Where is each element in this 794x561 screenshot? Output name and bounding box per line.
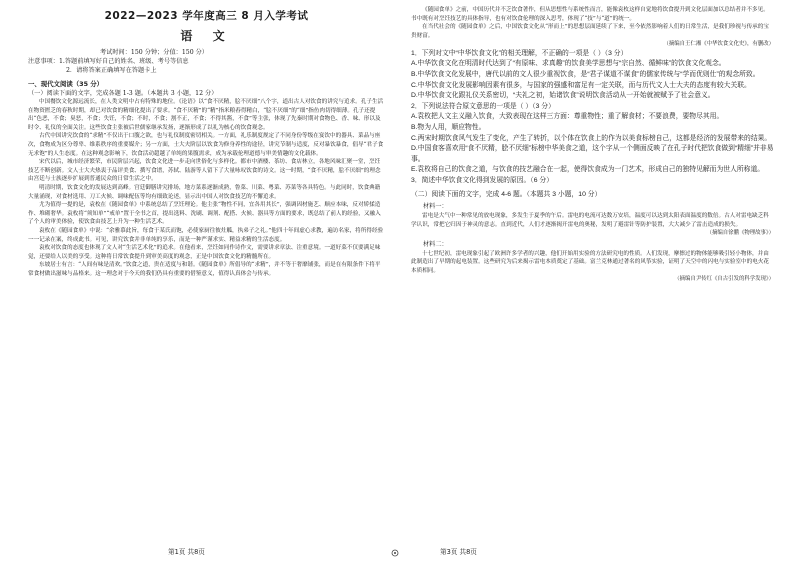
- page-number-left: 第1页 共8页: [168, 548, 205, 556]
- question-item: D.中国食客喜欢用“食不厌精，脍不厌细”标榜中华美食之道，这个字从一个侧面反映了在孔子时代把饮食做到“精细”并非易事。: [411, 145, 774, 163]
- question-item: E.袁枚将自己的饮食之道，与饮食的技艺融合在一起，使得饮食成为一门艺术，形成自己的独特见解而为世人所称道。: [411, 166, 765, 174]
- page-right: [397, 0, 794, 561]
- binding-circle-icon: [391, 549, 399, 557]
- question-item: B.中华饮食文化发展中，唐代以前的文人很少重视饮食，是“君子谋道不谋食”的儒家传统与“学而优则仕”的观念所致。: [411, 70, 760, 78]
- exam-title: 2022—2023 学年度高三 8 月入学考试: [104, 10, 309, 22]
- note-2: 2．请将答案正确填写在答题卡上: [66, 67, 157, 74]
- passage-paragraph: 袁枚对饮食的态度也体现了文人对“生活艺术化”的追求。在他看来，烹饪如同作诗作文，需要讲求章法、注重意境。一道好菜不仅要满足味觉，还要给人以美的享受。这种将日常饮食提升到审美高度的观念，正是中国饮食文化的精髓所在。: [28, 245, 381, 260]
- passage-paragraph: 明清时期，饮食文化的发展达到高峰。宫廷御膳讲究排场，地方菜系逐渐成熟，鲁菜、川菜、粤菜、苏菜等各具特色。与此同时，饮食典籍大量涌现，对食材选用、刀工火候、调味配伍等均有细致论述，显示出中国人对饮食技艺的不懈追求。: [28, 184, 381, 200]
- question-item: D.中华饮食文化跟礼仪关系密切，“夫礼之初，始诸饮食”说明饮食活动从一开始就被赋予了社会意义。: [411, 92, 715, 100]
- part2-intro: （二）阅读下面的文字，完成 4-6 题。（本题共 3 小题，10 分）: [411, 190, 602, 198]
- question-list: [411, 49, 774, 187]
- passage-paragraph: 古代中国讲究饮食的“求精”不仅出于口腹之欲，也与礼仪制度密切相关。一方面，礼乐制度规定了不同身份等级在宴饮中的器具、菜品与座次，食物成为区分尊卑、维系秩序的重要媒介；另一方面，士大夫阶层以饮食为修身养性的途径，讲究节制与适度，反对暴饮暴食，倡导“君子食无求饱”的人生态度。在这种观念影响下，饮食活动超越了单纯的果腹需求，成为承载伦理道德与审美情趣的文化载体。: [28, 133, 384, 157]
- passage-paragraph: 袁枚在《随园食单》中说：“余雅慕此旨，每食于某氏而饱，必使家厨往彼灶觚，执弟子之礼。”他四十年间虚心求教，遍访名家，将所得经验一一记录在案，终成此书。可见，讲究饮食并非单纯的享乐，而是一种严谨求实、精益求精的生活态度。: [28, 227, 384, 243]
- exam-time-score: 考试时间：150 分钟；分值：150 分）: [100, 49, 208, 56]
- notes-label: 注意事项：: [28, 58, 59, 65]
- material-1-text: 雷电是大气中一种常见的放电现象，多发生于夏季的午后。雷电的电流可达数万安培，温度可以达到太阳表面温度的数倍。古人对雷电缺乏科学认识，常把它归因于神灵的意志。直到近代，人们才逐渐揭开雷电的奥秘，发明了避雷针等防护装置，大大减少了雷击造成的损失。: [411, 213, 769, 228]
- note-1: 1.答题前填写好自己的姓名、班级、考号等信息: [58, 58, 189, 65]
- part1-intro: （一）阅读下面的文字，完成各题 1-3 题。（本题共 3 小题，12 分）: [28, 90, 218, 97]
- material-2-text: 十七世纪初，雷电现象引起了欧洲许多学者的兴趣，他们开始用实验的方法研究电的性质。人们发现，摩擦过的物体能够吸引轻小物体，并由此制造出了早期的起电装置。这些研究为后来揭示雷电本质奠定了基础。富兰克林通过著名的风筝实验，证明了天空中的闪电与实验室中的电火花本质相同。: [411, 250, 770, 274]
- question-item: 2．下列说法符合原文意思的一项是（ ）（3 分）: [411, 102, 555, 110]
- question-item: 1．下列对文中“中华饮食文化”的相关理解，不正确的一项是（ ）（3 分）: [411, 49, 628, 57]
- passage-paragraph: 东坡居士有言：“人间有味是清欢。”饮食之道，贵在适度与和谐。《随园食单》所倡导的“求精”，并不等于奢靡铺张，而是在有限条件下将平常食材做出滋味与品格来。这一理念对于今天的我们仍具有重要的借鉴意义，值得认真体会与传承。: [28, 262, 381, 277]
- reading-passage-continued: [411, 6, 774, 40]
- reading-passage: [28, 98, 385, 278]
- question-item: C.两宋时期饮食风气发生了变化，产生了转折，以个体在饮食上的作为以美食标榜自己，这都是经济的发展带来的结果。: [411, 134, 772, 142]
- material-1-source: （摘编自徐鹏《物理故事》）: [706, 230, 774, 237]
- question-item: A.袁枚把人文主义融入饮食，大致表现在这样三方面：尊重物性；重了解食材；不要浪费，要物尽其用。: [411, 113, 724, 121]
- material-2-source: （摘编自尹传红《自古引发的科学发现》）: [674, 276, 774, 283]
- question-item: C.中华饮食文化发展影响因素有很多，与国家的强盛和富足有一定关联，而与历代文人士大夫的态度有较大关联。: [411, 81, 751, 89]
- passage-paragraph: 在当代社会的《随园食单》之后，中国饮食文化从“形而上”的思想层面延续了下来，至今依然影响着人们的日常生活，是我们珍视与传承的宝贵财富。: [411, 24, 769, 39]
- question-item: 3．简述中华饮食文化得到发展的原因。（6 分）: [411, 176, 553, 184]
- material-2-label: 材料二：: [423, 240, 448, 248]
- passage-paragraph: 宋代以后，城市经济繁荣，市民阶层兴起，饮食文化进一步走向世俗化与多样化。都市中酒楼、茶坊、食店林立，各地风味汇聚一堂，烹饪技艺不断创新。文人士大夫热衷于品评美食、撰写食谱，苏轼、陆游等人留下了大量咏叹饮食的诗文。这一时期，“食不厌精，脍不厌细”的理念由宫廷与士族逐步扩展到普通民众的日常生活之中。: [28, 159, 381, 183]
- exam-notes: [28, 57, 385, 75]
- subject-title: 语 文: [180, 29, 233, 43]
- page-number-right: 第3页 共8页: [440, 548, 477, 556]
- passage-paragraph: 中国餐饮文化源远流长，在人类文明中占有特殊的地位。《论语》以“食不厌精，脍不厌细”八个字，道出古人对饮食的讲究与追求。孔子生活在物资匮乏的春秋时期，却已对饮食的精细化提出了要求。“食不厌精”的“精”指米粮舂得精白，“脍不厌细”的“细”指鱼肉切得细薄。孔子还提出“色恶，不食；臭恶，不食；失饪，不食；不时，不食；割不正，不食；不得其酱，不食”等主张，体现了先秦时期对食物色、香、味、形以及时令、礼仪的全面关注。这些饮食主张被后世儒家继承发扬，逐渐形成了以礼为核心的饮食观念。: [28, 99, 384, 131]
- question-item: A.中华饮食文化在明清时代达到了“有原味、求真趣”的饮食美学思想与“宗自然、循鲜味”的饮食文化观念。: [411, 60, 726, 68]
- passage-paragraph: 尤为值得一提的是，袁枚在《随园食单》中系统总结了烹饪理论。他主张“物性不同，宜各用其长”，强调因材施艺、顺应本味，反对矫揉造作、堆砌奢华。袁枚将“须知单”“戒单”置于全书之首，提出选料、洗刷、调剂、配搭、火候、器具等方面的要求，既总结了前人的经验，又融入了个人的审美体验，使饮食由技艺上升为一种生活艺术。: [28, 202, 381, 226]
- source-note: （摘编自王仁湘《中华饮食文化史》，有删改）: [663, 41, 774, 48]
- material-1-label: 材料一：: [423, 203, 448, 211]
- section-title: 一、现代文阅读（35 分）: [28, 80, 104, 88]
- passage-paragraph: 《随园食单》之前，中国历代并不乏饮食著作，但从思想性与系统性而言，能像袁枚这样自觉地将饮食提升到文化层面加以总结者并不多见。书中既有对烹饪技艺的具体指导，也有对饮食伦理的深入思考，体现了“技”与“道”的统一。: [411, 7, 769, 22]
- question-item: B.物为人用，顺应物性。: [411, 123, 486, 131]
